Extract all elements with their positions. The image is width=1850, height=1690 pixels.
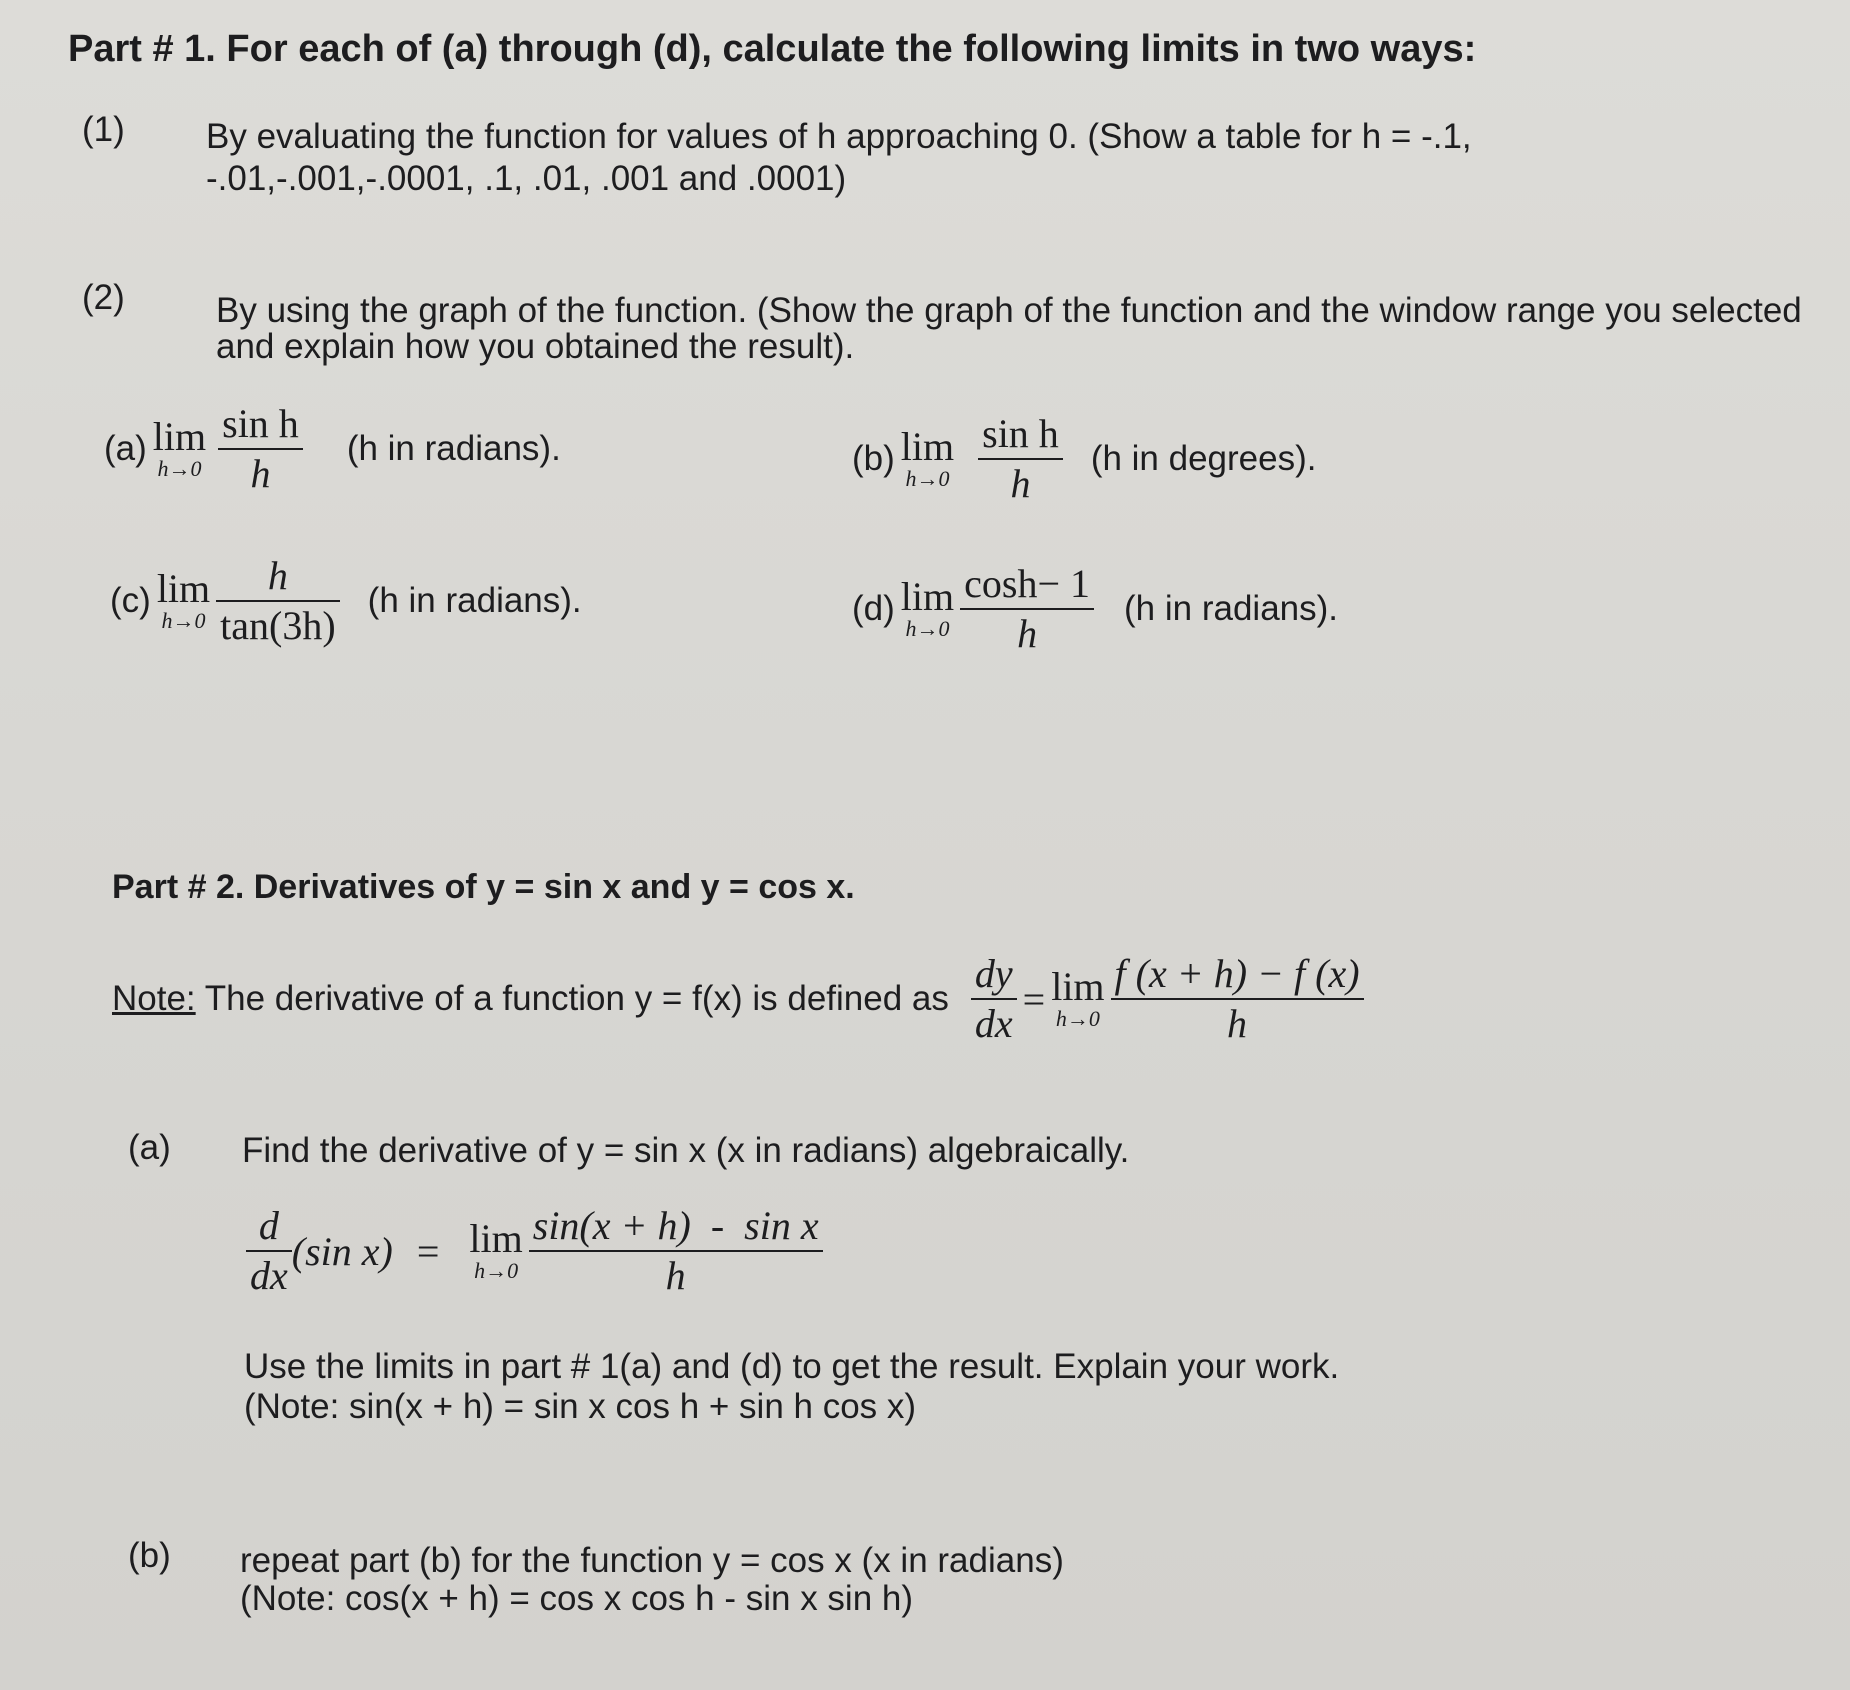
- item1-line1: By evaluating the function for values of h approaching 0. (Show a table for h = -.1,: [206, 117, 1472, 156]
- limit-b-note: (h in degrees).: [1090, 439, 1317, 478]
- limit-b-label: (b): [852, 439, 895, 478]
- limit-c-lim: lim h→0: [156, 566, 211, 633]
- sin-difference-quotient: $\frac{\text{sin(x + h) - sin x}}{h}$: [529, 1202, 823, 1300]
- limit-d-label: (d): [852, 589, 895, 628]
- sin-lim: lim h→0: [469, 1216, 523, 1283]
- difference-quotient: $\frac{f (x + h) - f (x)}{h}$: [1111, 950, 1364, 1048]
- dy-dx-fraction: $\frac{dy}{dx}$: [971, 950, 1017, 1048]
- part2-b-label: (b): [128, 1536, 171, 1575]
- limit-a: [104, 400, 561, 498]
- limit-b: [852, 410, 1316, 508]
- item2-number: (2): [82, 278, 125, 317]
- part2-b-line2: (Note: cos(x + h) = cos x cos h - sin x sin h): [240, 1579, 913, 1618]
- derivative-definition: [112, 950, 1370, 1048]
- part2-a-use-line1: Use the limits in part # 1(a) and (d) to get the result. Explain your work.: [244, 1347, 1340, 1386]
- limit-c-label: (c): [110, 581, 151, 620]
- limit-b-fraction: $\frac{\text{sin h}}{h}$: [978, 410, 1063, 508]
- sin-x-argument: (sin x): [291, 1228, 393, 1274]
- part2-heading: Part # 2. Derivatives of y = sin x and y = cos x.: [112, 868, 855, 906]
- item2-line1: By using the graph of the function. (Show the graph of the function and the window range you selected: [216, 291, 1802, 330]
- part2-a-text: Find the derivative of y = sin x (x in radians) algebraically.: [242, 1131, 1130, 1170]
- limit-d-note: (h in radians).: [1124, 589, 1338, 628]
- note-label: Note:: [112, 979, 196, 1018]
- part2-a-label: (a): [128, 1128, 171, 1167]
- limit-c-note: (h in radians).: [367, 581, 582, 620]
- item2-line2: and explain how you obtained the result).: [216, 327, 855, 366]
- limit-d-fraction: $\frac{\cosh- 1}{h}$: [960, 560, 1094, 658]
- part2-a-use-line2: (Note: sin(x + h) = sin x cos h + sin h cos x): [244, 1387, 917, 1426]
- limit-a-label: (a): [104, 429, 147, 468]
- sin-equals: =: [416, 1228, 440, 1274]
- limit-b-lim: lim h→0: [900, 424, 955, 491]
- note-equals: =: [1022, 976, 1046, 1022]
- limit-a-fraction: $\frac{\text{sin h}}{h}$: [218, 400, 303, 498]
- note-text: The derivative of a function y = f(x) is defined as: [195, 979, 949, 1018]
- sin-derivative-expression: [246, 1202, 829, 1300]
- d-dx-fraction: $\frac{d}{dx}$: [246, 1202, 292, 1300]
- limit-d: [852, 560, 1338, 658]
- limit-c-fraction: $\frac{h}{\tan(3h)}$: [216, 552, 340, 650]
- item1-line2: -.01,-.001,-.0001, .1, .01, .001 and .0001): [206, 159, 847, 198]
- part1-heading: Part # 1. For each of (a) through (d), calculate the following limits in two ways:: [68, 28, 1477, 70]
- limit-d-lim: lim h→0: [900, 574, 955, 641]
- limit-c: [110, 552, 582, 650]
- limit-a-lim: lim h→0: [152, 414, 207, 481]
- item1-number: (1): [82, 110, 125, 149]
- note-lim: lim h→0: [1051, 964, 1105, 1031]
- part2-b-line1: repeat part (b) for the function y = cos x (x in radians): [240, 1541, 1064, 1580]
- limit-a-note: (h in radians).: [346, 429, 561, 468]
